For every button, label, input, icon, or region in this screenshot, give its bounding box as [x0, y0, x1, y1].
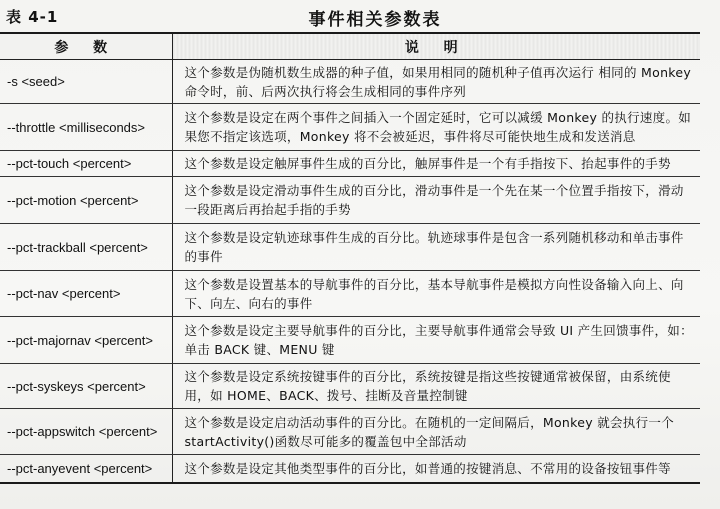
header-desc: 说 明: [172, 33, 700, 60]
param-cell: -s <seed>: [0, 60, 172, 104]
param-cell: --pct-touch <percent>: [0, 151, 172, 177]
desc-cell: 这个参数是设定系统按键事件的百分比，系统按键是指这些按键通常被保留，由系统使用，如 HOME、BACK、拨号、挂断及音量控制键: [172, 364, 700, 409]
table-row: [0, 224, 700, 271]
header-param: 参 数: [0, 33, 172, 60]
table-header-row: [0, 33, 700, 60]
table-row: [0, 60, 700, 104]
param-cell: --pct-syskeys <percent>: [0, 364, 172, 409]
desc-cell: 这个参数是设定其他类型事件的百分比，如普通的按键消息、不常用的设备按钮事件等: [184, 460, 671, 476]
table-row: [0, 455, 700, 483]
param-cell: --pct-nav <percent>: [0, 271, 172, 317]
table-row: [0, 151, 700, 177]
param-cell: --pct-trackball <percent>: [0, 224, 172, 271]
param-cell: --throttle <milliseconds>: [0, 104, 172, 151]
desc-cell: 这个参数是设定启动活动事件的百分比。在随机的一定间隔后，Monkey 就会执行一个 startActivity()函数尽可能多的覆盖包中全部活动: [172, 409, 700, 455]
table-number: 表 4-1: [6, 8, 59, 26]
table-row: [0, 271, 700, 317]
desc-cell: 这个参数是设定在两个事件之间插入一个固定延时，它可以减缓 Monkey 的执行速度。如果您不指定该选项，Monkey 将不会被延迟，事件将尽可能快地生成和发送消息: [172, 104, 700, 151]
table-row: [0, 364, 700, 409]
table-row: [0, 317, 700, 364]
table-row: [0, 409, 700, 455]
param-cell: --pct-anyevent <percent>: [0, 455, 172, 483]
param-cell: --pct-motion <percent>: [0, 177, 172, 224]
desc-cell: 这个参数是设定轨迹球事件生成的百分比。轨迹球事件是包含一系列随机移动和单击事件的事件: [172, 224, 700, 271]
desc-cell: 这个参数是设定主要导航事件的百分比，主要导航事件通常会导致 UI 产生回馈事件，如：单击 BACK 键、MENU 键: [172, 317, 700, 364]
table-row: [0, 104, 700, 151]
event-params-table: [0, 32, 700, 484]
desc-cell: 这个参数是设置基本的导航事件的百分比，基本导航事件是模拟方向性设备输入向上、向下、向左、向右的事件: [172, 271, 700, 317]
table-title: 事件相关参数表: [308, 10, 442, 30]
desc-cell: 这个参数是伪随机数生成器的种子值，如果用相同的随机种子值再次运行 相同的 Monkey 命令时，前、后两次执行将会生成相同的事件序列: [172, 60, 700, 104]
table-row: [0, 177, 700, 224]
param-cell: --pct-appswitch <percent>: [0, 409, 172, 455]
desc-cell: 这个参数是设定滑动事件生成的百分比，滑动事件是一个先在某一个位置手指按下，滑动一段距离后再抬起手指的手势: [172, 177, 700, 224]
desc-cell: 这个参数是设定触屏事件生成的百分比，触屏事件是一个有手指按下、抬起事件的手势: [172, 151, 700, 177]
param-cell: --pct-majornav <percent>: [0, 317, 172, 364]
